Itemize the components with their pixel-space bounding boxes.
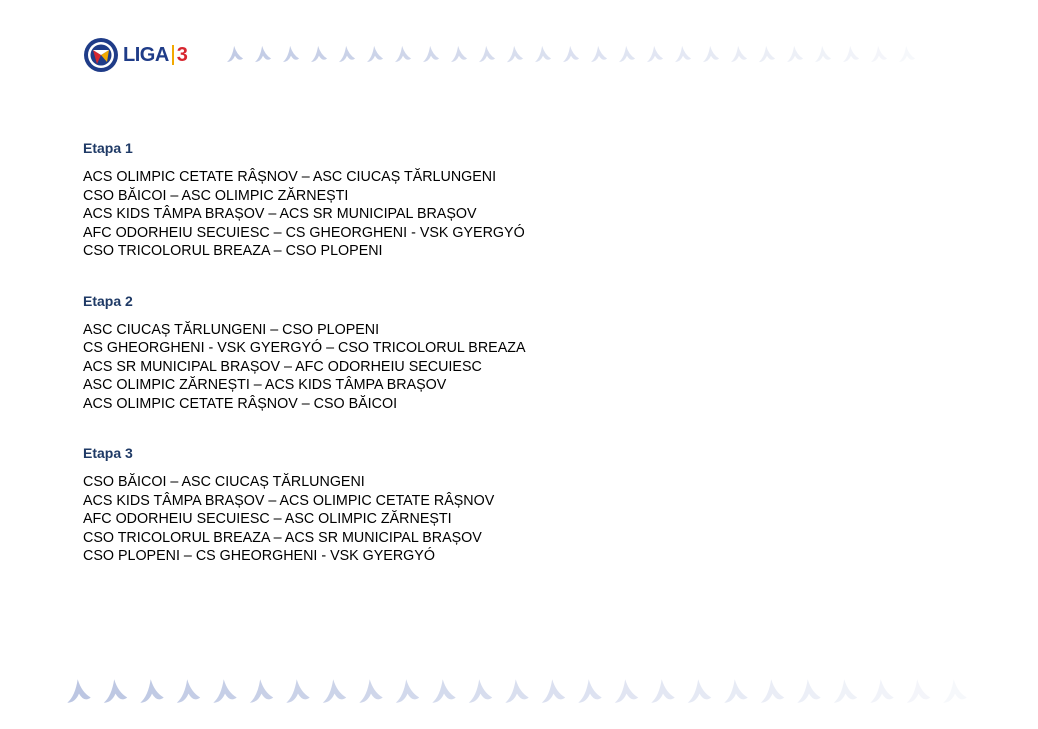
match-fixture: ACS KIDS TÂMPA BRAȘOV – ACS OLIMPIC CETATE RÂȘNOV: [83, 492, 495, 509]
chevron-motif-icon: [761, 679, 784, 702]
header-chevron-pattern: [226, 45, 926, 63]
chevron-motif-icon: [563, 46, 579, 62]
match-fixture: CSO BĂICOI – ASC CIUCAȘ TĂRLUNGENI: [83, 474, 365, 490]
chevron-motif-icon: [286, 679, 309, 702]
chevron-motif-icon: [834, 679, 857, 702]
match-fixture: ACS SR MUNICIPAL BRAȘOV – AFC ODORHEIU SECUIESC: [83, 358, 482, 375]
chevron-motif-icon: [899, 46, 915, 62]
match-fixture: ASC OLIMPIC ZĂRNEȘTI – ACS KIDS TÂMPA BRAȘOV: [83, 377, 447, 393]
chevron-motif-icon: [255, 46, 271, 62]
round-section: [83, 444, 643, 566]
chevron-motif-icon: [395, 46, 411, 62]
chevron-motif-icon: [675, 46, 691, 62]
chevron-motif-icon: [505, 679, 528, 702]
chevron-motif-icon: [759, 46, 775, 62]
chevron-motif-icon: [140, 679, 163, 702]
chevron-motif-icon: [907, 679, 930, 702]
page-header: [83, 36, 187, 74]
chevron-motif-icon: [396, 679, 419, 702]
round-section: [83, 139, 643, 261]
chevron-motif-icon: [542, 679, 565, 702]
match-fixture: CSO TRICOLORUL BREAZA – CSO PLOPENI: [83, 243, 383, 259]
chevron-motif-icon: [339, 46, 355, 62]
chevron-motif-icon: [871, 46, 887, 62]
round-title: Etapa 1: [83, 140, 133, 156]
chevron-motif-icon: [177, 679, 200, 702]
chevron-motif-icon: [250, 679, 273, 702]
chevron-motif-icon: [451, 46, 467, 62]
chevron-motif-icon: [787, 46, 803, 62]
logo-word: LIGA: [123, 43, 169, 66]
chevron-motif-icon: [619, 46, 635, 62]
match-fixture: AFC ODORHEIU SECUIESC – ASC OLIMPIC ZĂRNEȘTI: [83, 511, 452, 527]
match-fixture: CS GHEORGHENI - VSK GYERGYÓ – CSO TRICOLORUL BREAZA: [83, 340, 526, 356]
chevron-motif-icon: [323, 679, 346, 702]
match-fixture: ACS OLIMPIC CETATE RÂȘNOV – ASC CIUCAȘ TĂRLUNGENI: [83, 169, 497, 185]
match-fixture: CSO BĂICOI – ASC OLIMPIC ZĂRNEȘTI: [83, 187, 349, 204]
match-fixture: ACS OLIMPIC CETATE RÂȘNOV – CSO BĂICOI: [83, 395, 398, 412]
chevron-motif-icon: [943, 679, 966, 702]
logo-separator: [172, 45, 174, 65]
liga3-badge-icon: [83, 37, 119, 73]
chevron-motif-icon: [104, 679, 127, 702]
chevron-motif-icon: [469, 679, 492, 702]
chevron-motif-icon: [815, 46, 831, 62]
chevron-motif-icon: [507, 46, 523, 62]
chevron-motif-icon: [843, 46, 859, 62]
chevron-motif-icon: [227, 46, 243, 62]
chevron-motif-icon: [578, 679, 601, 702]
chevron-motif-icon: [870, 679, 893, 702]
logo-number: 3: [176, 43, 188, 66]
chevron-motif-icon: [67, 679, 90, 702]
chevron-motif-icon: [432, 679, 455, 702]
chevron-motif-icon: [283, 46, 299, 62]
round-title: Etapa 2: [83, 292, 133, 309]
chevron-motif-icon: [367, 46, 383, 62]
round-title: Etapa 3: [83, 445, 133, 461]
chevron-motif-icon: [423, 46, 439, 62]
chevron-motif-icon: [724, 679, 747, 702]
match-fixture: CSO PLOPENI – CS GHEORGHENI - VSK GYERGYÓ: [83, 548, 435, 564]
chevron-motif-icon: [615, 679, 638, 702]
chevron-motif-icon: [213, 679, 236, 702]
match-fixture: ACS KIDS TÂMPA BRAȘOV – ACS SR MUNICIPAL BRAȘOV: [83, 206, 477, 222]
match-fixture: CSO TRICOLORUL BREAZA – ACS SR MUNICIPAL BRAȘOV: [83, 529, 482, 546]
chevron-motif-icon: [797, 679, 820, 702]
chevron-motif-icon: [703, 46, 719, 62]
chevron-motif-icon: [647, 46, 663, 62]
chevron-motif-icon: [591, 46, 607, 62]
round-section: [83, 292, 643, 414]
chevron-motif-icon: [359, 679, 382, 702]
chevron-motif-icon: [688, 679, 711, 702]
chevron-motif-icon: [479, 46, 495, 62]
chevron-motif-icon: [651, 679, 674, 702]
match-fixture: ASC CIUCAȘ TĂRLUNGENI – CSO PLOPENI: [83, 321, 380, 338]
footer-chevron-pattern: [66, 678, 976, 704]
match-fixture: AFC ODORHEIU SECUIESC – CS GHEORGHENI - VSK GYERGYÓ: [83, 224, 525, 241]
rounds-list: [83, 139, 643, 597]
chevron-motif-icon: [731, 46, 747, 62]
chevron-motif-icon: [535, 46, 551, 62]
liga3-logo: [123, 44, 187, 67]
chevron-motif-icon: [311, 46, 327, 62]
